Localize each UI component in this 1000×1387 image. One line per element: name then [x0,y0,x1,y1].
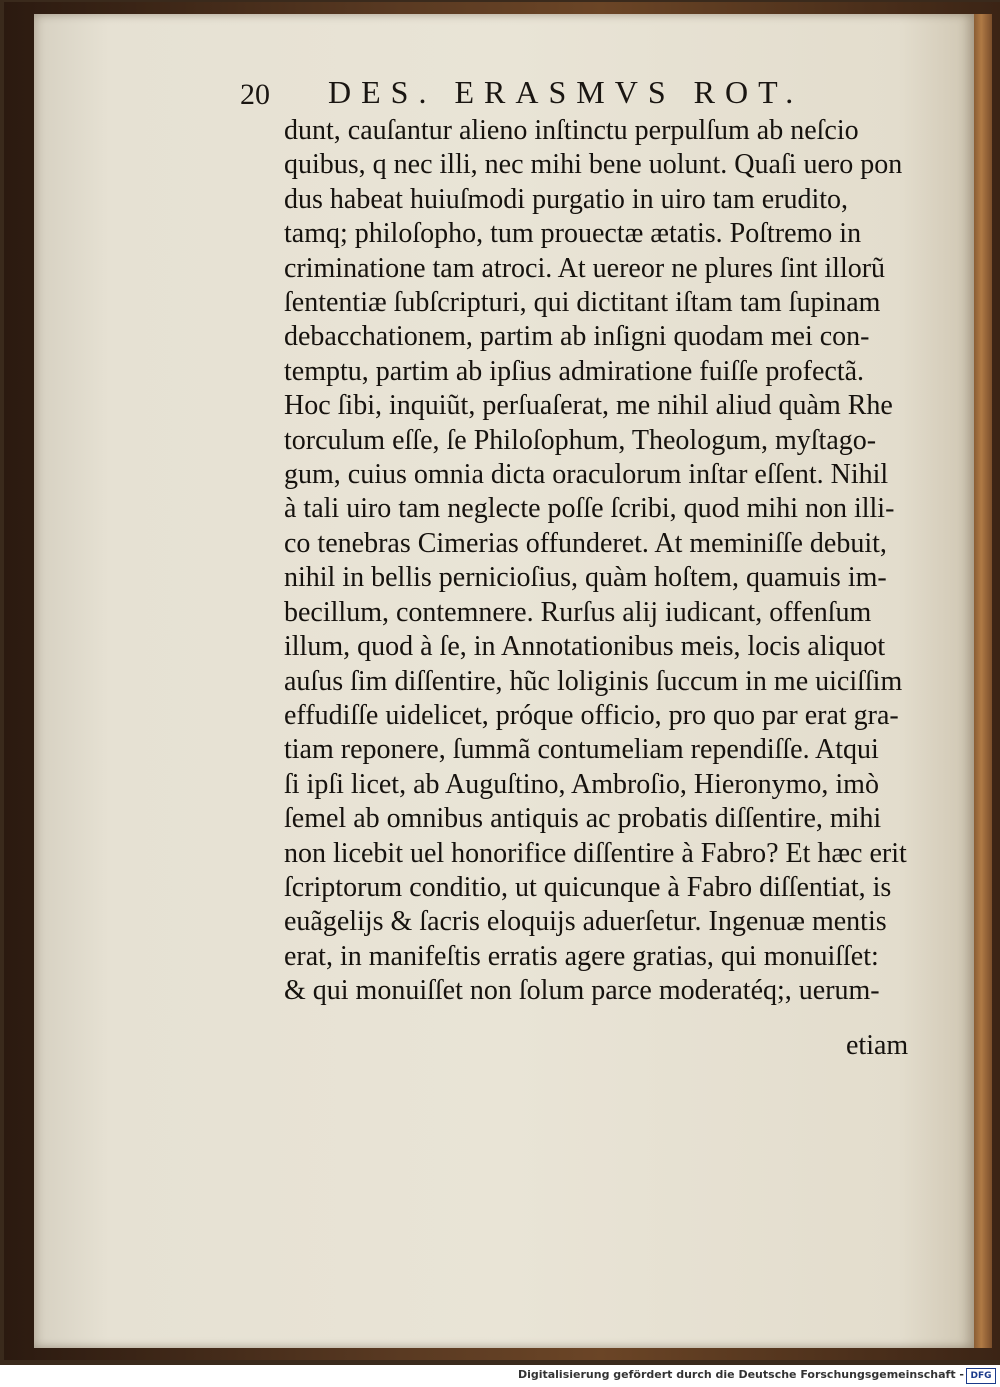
text-line: erat, in manifeſtis erratis agere gratias, qui monuiſſet: [284,940,879,972]
text-line: euãgelijs & ſacris eloquijs aduerſetur. Ingenuæ mentis [284,906,887,938]
text-line: debacchationem, partim ab inſigni quodam mei con- [284,321,870,353]
text-line: ſemel ab omnibus antiquis ac probatis diſſentire, mihi [284,803,882,835]
text-line: auſus ſim diſſentire, hũc loliginis ſuccum in me uiciſſim [284,665,903,697]
text-line: ſententiæ ſubſcripturi, qui dictitant iſtam tam ſupinam [284,287,881,319]
text-line: criminatione tam atroci. At uereor ne plures ſint illorũ [284,252,886,284]
footer-bar [0,1365,1000,1387]
text-line: quibus, q nec illi, nec mihi bene uolunt. Quaſi uero pon [284,149,903,181]
running-head: DES. ERASMVS ROT. [328,74,804,110]
text-line: tamq; philoſopho, tum prouectæ ætatis. Poſtremo in [284,218,862,250]
catchword: etiam [846,1030,909,1061]
dfg-logo: DFG [966,1368,996,1384]
text-line: dunt, cauſantur alieno inſtinctu perpulſum ab neſcio [284,115,859,146]
text-line: nihil in bellis pernicioſius, quàm hoſtem, quamuis im- [284,562,887,594]
page-number: 20 [240,78,270,111]
text-line: illum, quod à ſe, in Annotationibus meis, locis aliquot [284,631,886,663]
body-text [284,114,924,1009]
text-line: gum, cuius omnia dicta oraculorum inſtar eſſent. Nihil [284,459,889,491]
text-line: tiam reponere, ſummã contumeliam rependiſſe. Atqui [284,734,879,766]
text-line: non licebit uel honorifice diſſentire à Fabro? Et hæc erit [284,837,907,869]
text-line: ſi ipſi licet, ab Auguſtino, Ambroſio, Hieronymo, imò [284,768,879,800]
text-line: becillum, contemnere. Rurſus alij iudicant, offenſum [284,596,872,628]
text-line: à tali uiro tam neglecte poſſe ſcribi, quod mihi non illi- [284,493,895,525]
text-line: torculum eſſe, ſe Philoſophum, Theologum, myſtago- [284,424,877,456]
text-line: co tenebras Cimerias offunderet. At meminiſſe debuit, [284,527,887,559]
page-edge [974,14,992,1348]
text-line: ſcriptorum conditio, ut quicunque à Fabro diſſentiat, is [284,871,892,903]
text-line: effudiſſe uidelicet, próque officio, pro quo par erat gra- [284,699,899,731]
text-line: Hoc ſibi, inquiũt, perſuaſerat, me nihil aliud quàm Rhe [284,390,893,422]
funding-credit: Digitalisierung gefördert durch die Deutsche Forschungsgemeinschaft - [517,1368,964,1381]
text-line: dus habeat huiuſmodi purgatio in uiro tam erudito, [284,183,849,215]
text-line: & qui monuiſſet non ſolum parce moderatéq;, uerum- [284,975,880,1007]
text-line: temptu, partim ab ipſius admiratione fuiſſe profectã. [284,355,865,387]
